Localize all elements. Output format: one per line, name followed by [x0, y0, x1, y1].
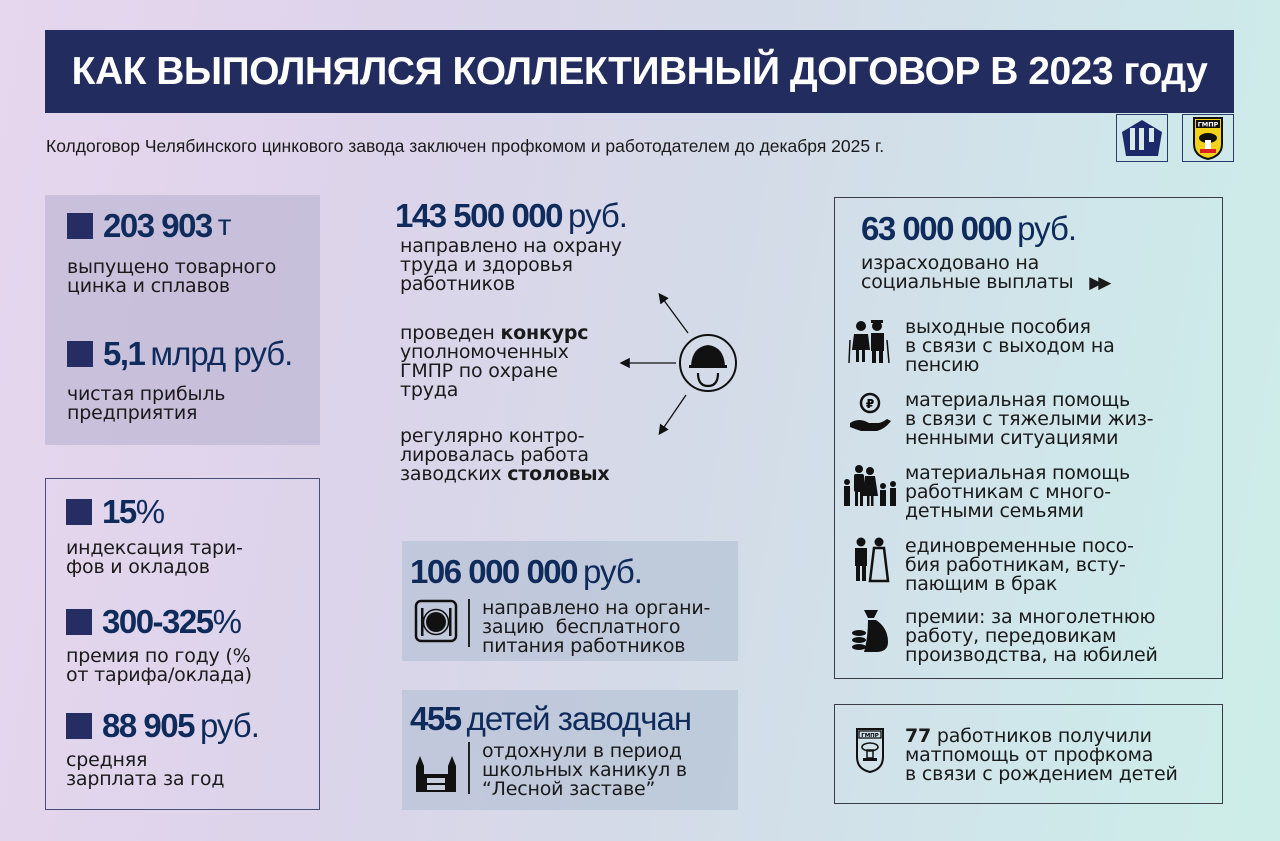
- stat-value: 455: [410, 700, 461, 737]
- item-text: в связи с выходом на: [905, 335, 1115, 357]
- childbirth-aid-card: [834, 704, 1223, 804]
- stat-desc: фов и окладов: [66, 556, 210, 578]
- stat-value: 203 903: [103, 207, 212, 244]
- camp-building-icon: [414, 746, 458, 794]
- item-text: премии: за многолетнюю: [905, 606, 1156, 628]
- note-text: лировалась работа: [400, 444, 589, 466]
- births-text: матпомощь от профкома: [905, 744, 1154, 766]
- social-item-marriage: [835, 537, 1134, 594]
- stat-unit: руб.: [1017, 210, 1077, 247]
- bullet-square: [67, 341, 93, 367]
- bullet-square: [66, 609, 92, 635]
- stat-unit: руб.: [568, 197, 627, 234]
- stat-unit: %: [212, 603, 241, 640]
- divider: [468, 599, 470, 647]
- wages-stats-card: [45, 478, 320, 810]
- free-meals-card: [402, 541, 738, 661]
- item-text: работу, передовикам: [905, 625, 1117, 647]
- stat-desc: социальные выплаты: [861, 271, 1074, 293]
- item-text: выходные пособия: [905, 316, 1091, 338]
- item-text: пающим в брак: [905, 573, 1058, 595]
- item-text: материальная помощь: [905, 389, 1130, 411]
- item-text: материальная помощь: [905, 462, 1130, 484]
- item-text: работникам с много-: [905, 481, 1111, 503]
- family-icon: [842, 464, 898, 508]
- average-salary-stat: [66, 707, 259, 789]
- wedding-couple-icon: [850, 537, 890, 583]
- note-text: ГМПР по охране: [400, 360, 558, 382]
- subtitle: Колдоговор Челябинского цинкового завода заключен профкомом и работодателем до декабря 2025 г.: [46, 136, 885, 156]
- stat-desc: питания работников: [482, 635, 686, 657]
- social-payments-card: [834, 197, 1223, 679]
- stat-desc: предприятия: [67, 402, 198, 424]
- social-item-bonuses: [835, 608, 1158, 665]
- stat-unit: руб.: [199, 707, 259, 744]
- stat-desc: школьных каникул в: [482, 759, 687, 781]
- stat-desc: отдохнули в период: [482, 740, 682, 762]
- stat-desc: от тарифа/оклада): [66, 664, 252, 686]
- bullet-square: [66, 713, 92, 739]
- stat-value: 88 905: [102, 707, 194, 744]
- note-text: проведен: [400, 322, 501, 344]
- money-bag-icon: [850, 608, 890, 654]
- stat-value: 143 500 000: [395, 197, 563, 234]
- double-arrow-icon: ▶▶: [1089, 273, 1108, 293]
- zinc-output-stat: [67, 207, 276, 296]
- stat-desc: индексация тари-: [66, 537, 243, 559]
- stat-value: 63 000 000: [861, 210, 1012, 247]
- stat-desc: премия по году (%: [66, 645, 251, 667]
- note-text: уполномоченных: [400, 341, 569, 363]
- stat-desc: направлено на охрану: [400, 235, 622, 257]
- ruble-hand-icon: [847, 391, 893, 437]
- item-text: единовременные посо-: [905, 535, 1134, 557]
- births-text: в связи с рождением детей: [905, 763, 1178, 785]
- elderly-couple-icon: [847, 318, 893, 366]
- svg-text:ГМПР: ГМПР: [1197, 120, 1219, 129]
- stat-unit: руб.: [583, 553, 642, 590]
- stat-desc: цинка и сплавов: [67, 275, 230, 297]
- stat-desc: чистая прибыль: [67, 383, 226, 405]
- note-text: регулярно контро-: [400, 425, 585, 447]
- stat-unit: т: [217, 209, 231, 242]
- indexation-stat: [66, 493, 243, 577]
- note-bold: столовых: [507, 463, 610, 485]
- title-banner: [45, 30, 1234, 113]
- note-bold: конкурс: [500, 322, 589, 344]
- stat-desc: труда и здоровья: [400, 254, 573, 276]
- bullet-square: [67, 213, 93, 239]
- gmpr-shield-icon: [1191, 116, 1225, 160]
- labor-safety-section: [395, 197, 627, 294]
- contest-note: [400, 324, 588, 400]
- divider: [468, 742, 470, 794]
- stat-desc: израсходовано на: [861, 252, 1040, 274]
- social-item-pension: [835, 318, 1115, 375]
- stat-desc: “Лесной заставе”: [482, 778, 656, 800]
- annual-bonus-stat: [66, 603, 252, 685]
- stat-value: 106 000 000: [410, 553, 578, 590]
- social-item-hardship: [835, 391, 1153, 448]
- stat-desc: направлено на органи-: [482, 597, 711, 619]
- gmpr-logo: [1182, 114, 1234, 162]
- births-count: 77: [905, 725, 932, 747]
- svg-text:₽: ₽: [865, 397, 875, 411]
- item-text: бия работникам, всту-: [905, 554, 1126, 576]
- stat-desc: зацию бесплатного: [482, 616, 681, 638]
- bullet-square: [66, 499, 92, 525]
- item-text: пенсию: [905, 354, 980, 376]
- page-title: КАК ВЫПОЛНЯЛСЯ КОЛЛЕКТИВНЫЙ ДОГОВОР В 2023 году: [71, 49, 1208, 93]
- stat-unit: %: [135, 493, 165, 530]
- production-stats-card: [45, 195, 320, 445]
- plate-cutlery-icon: [414, 599, 458, 643]
- stat-desc: средняя: [66, 749, 148, 771]
- stat-unit: млрд руб.: [150, 335, 293, 372]
- stat-desc: зарплата за год: [66, 768, 225, 790]
- net-profit-stat: [67, 335, 292, 423]
- note-text: заводских: [400, 463, 508, 485]
- svg-text:ГМПР: ГМПР: [861, 733, 879, 739]
- stat-value: 5,1: [103, 335, 145, 372]
- canteens-note: [400, 427, 609, 484]
- item-text: в связи с тяжелыми жиз-: [905, 408, 1154, 430]
- item-text: производства, на юбилей: [905, 644, 1158, 666]
- stat-desc: работников: [400, 273, 516, 295]
- stat-value: 15: [102, 493, 136, 530]
- note-text: труда: [400, 379, 459, 401]
- children-camp-card: [402, 690, 738, 810]
- gmpr-emblem-icon: [854, 727, 886, 773]
- czp-logo-icon: [1120, 118, 1164, 158]
- stat-desc: выпущено товарного: [67, 256, 277, 278]
- chelyabinsk-zinc-plant-logo: [1116, 114, 1168, 162]
- stat-value: 300-325: [102, 603, 213, 640]
- hard-hat-icon: [610, 285, 750, 445]
- stat-unit: детей заводчан: [466, 700, 692, 737]
- item-text: детными семьями: [905, 500, 1084, 522]
- item-text: ненными ситуациями: [905, 427, 1119, 449]
- social-item-large-families: [835, 464, 1130, 521]
- births-text: работников получили: [931, 725, 1152, 747]
